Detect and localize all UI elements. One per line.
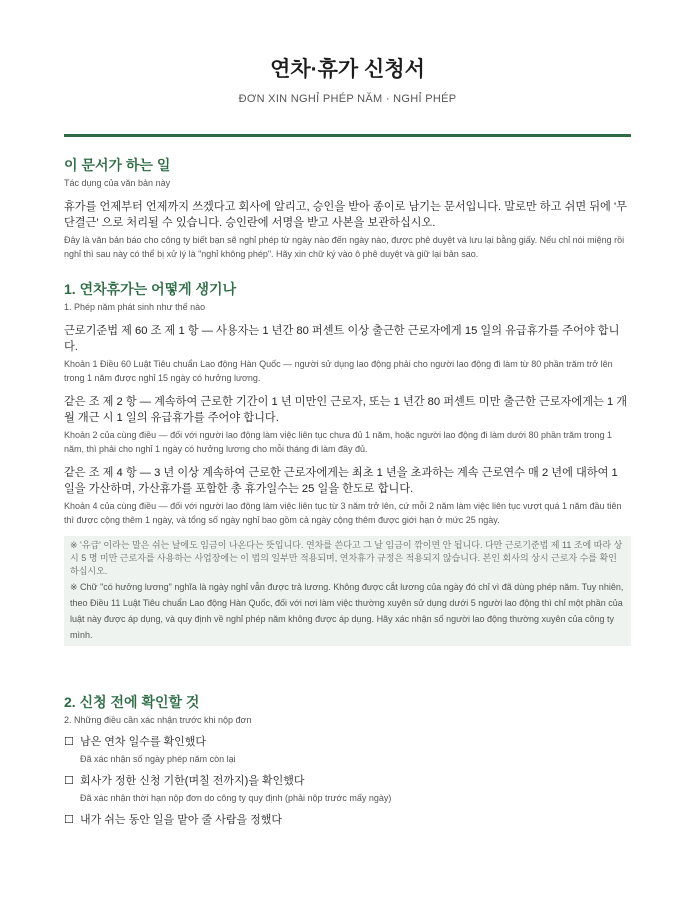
note-text-vi: ※ Chữ "có hưởng lương" nghĩa là ngày nghỉ vẫn được trả lương. Không được cắt lương của ngày đó chỉ vì đã dùng phép năm. Tuy nhiên, theo Điều 11 Luật Tiêu chuẩn Lao động Hàn Quốc, đối với nơi làm việc thường xuyên sử dụng dưới 5 người lao động thì chỉ một phần của luật này được áp dụng, và quy định về nghỉ phép năm không được áp dụng. Hãy xác nhận số người lao động thường xuyên của công ty mình. bbox=[70, 582, 624, 640]
document-title: 연차·휴가 신청서 bbox=[270, 58, 425, 81]
document-subtitle: ĐƠN XIN NGHỈ PHÉP NĂM · NGHỈ PHÉP bbox=[238, 93, 457, 105]
section-1-subtitle: 1. Phép năm phát sinh như thế nào bbox=[64, 302, 206, 312]
checklist-item-vi: Đã xác nhận thời hạn nộp đơn do công ty quy định (phải nộp trước mấy ngày) bbox=[80, 793, 392, 803]
checklist-item-deadline[interactable] bbox=[64, 773, 631, 805]
header-divider bbox=[64, 134, 631, 137]
intro-text-vi: Đây là văn bản báo cho công ty biết bạn sẽ nghỉ phép từ ngày nào đến ngày nào, được phê duyệt và lưu lại bằng giấy. Nếu chỉ nói miệng rồi nghỉ thì sau này có thể bị xử lý là "nghỉ không phép". Hãy xin chữ ký vào ô phê duyệt và giữ lại bản sao. bbox=[64, 235, 625, 259]
law-paragraph-ko: 근로기준법 제 60 조 제 1 항 — 사용자는 1 년간 80 퍼센트 이상 출근한 근로자에게 15 일의 유급휴가를 주어야 합니다. bbox=[64, 325, 620, 353]
intro-paragraph bbox=[64, 199, 631, 261]
paid-leave-note bbox=[64, 536, 631, 646]
section-1 bbox=[64, 279, 631, 646]
checklist-item-ko: 남은 연차 일수를 확인했다 bbox=[80, 736, 207, 748]
section-2-subtitle: 2. Những điều cần xác nhận trước khi nộp đơn bbox=[64, 715, 252, 725]
intro-title: 이 문서가 하는 일 bbox=[64, 157, 171, 173]
section-2 bbox=[64, 692, 631, 828]
checklist-item-ko: 내가 쉬는 동안 일을 맡아 줄 사람을 정했다 bbox=[80, 814, 283, 826]
law-paragraph-vi: Khoản 2 của cùng điều — đối với người lao động làm việc liên tục chưa đủ 1 năm, hoặc người lao động đi làm dưới 80 phần trăm trong 1 năm, thì phải cho nghỉ 1 ngày có hưởng lương cho mỗi tháng đi làm đầy đủ. bbox=[64, 430, 613, 454]
section-2-title: 2. 신청 전에 확인할 것 bbox=[64, 694, 200, 710]
law-paragraph-3 bbox=[64, 465, 631, 527]
checkbox-icon[interactable]: ☐ bbox=[64, 775, 74, 787]
checklist-item-ko: 회사가 정한 신청 기한(며칠 전까지)을 확인했다 bbox=[80, 775, 305, 787]
law-paragraph-vi: Khoản 4 của cùng điều — đối với người lao động làm việc liên tục từ 3 năm trở lên, cứ mỗi 2 năm làm việc liên tục vượt quá 1 năm đầu tiên thì được cộng thêm 1 ngày, và tổng số ngày nghỉ bao gồm cả ngày cộng thêm được giới hạn ở mức 25 ngày. bbox=[64, 501, 622, 525]
law-paragraph-ko: 같은 조 제 2 항 — 계속하여 근로한 기간이 1 년 미만인 근로자, 또는 1 년간 80 퍼센트 미만 출근한 근로자에게는 1 개월 개근 시 1 일의 유급휴가를 주어야 합니다. bbox=[64, 396, 628, 424]
checkbox-icon[interactable]: ☐ bbox=[64, 736, 74, 748]
note-text-ko: ※ '유급' 이라는 말은 쉬는 날에도 임금이 나온다는 뜻입니다. 연차를 쓴다고 그 날 임금이 깎이면 안 됩니다. 다만 근로기준법 제 11 조에 따라 상시 5 명 미만 근로자를 사용하는 사업장에는 이 법의 일부만 적용되며, 연차휴가 규정은 적용되지 않습니다. 본인 회사의 상시 근로자 수를 확인하십시오. bbox=[70, 540, 623, 576]
law-paragraph-1 bbox=[64, 323, 631, 385]
checkbox-icon[interactable]: ☐ bbox=[64, 814, 74, 826]
section-1-title: 1. 연차휴가는 어떻게 생기나 bbox=[64, 281, 237, 297]
document-header bbox=[64, 0, 631, 106]
law-paragraph-2 bbox=[64, 394, 631, 456]
checklist-item-substitute[interactable] bbox=[64, 812, 631, 828]
intro-text-ko: 휴가를 언제부터 언제까지 쓰겠다고 회사에 알리고, 승인을 받아 종이로 남기는 문서입니다. 말로만 하고 쉬면 뒤에 '무단결근' 으로 처리될 수 있습니다. 승인란에 서명을 받고 사본을 보관하십시오. bbox=[64, 201, 627, 229]
law-paragraph-ko: 같은 조 제 4 항 — 3 년 이상 계속하여 근로한 근로자에게는 최초 1 년을 초과하는 계속 근로연수 매 2 년에 대하여 1 일을 가산하며, 가산휴가를 포함한 총 휴가일수는 25 일을 한도로 합니다. bbox=[64, 467, 618, 495]
checklist-item-remaining-leave[interactable] bbox=[64, 734, 631, 766]
checklist-item-vi: Đã xác nhận số ngày phép năm còn lại bbox=[80, 754, 236, 764]
intro-section bbox=[64, 155, 631, 261]
intro-subtitle: Tác dụng của văn bản này bbox=[64, 178, 171, 188]
law-paragraph-vi: Khoản 1 Điều 60 Luật Tiêu chuẩn Lao động Hàn Quốc — người sử dụng lao động phải cho người lao động đi làm từ 80 phần trăm trở lên trong 1 năm được nghỉ 15 ngày có hưởng lương. bbox=[64, 359, 613, 383]
